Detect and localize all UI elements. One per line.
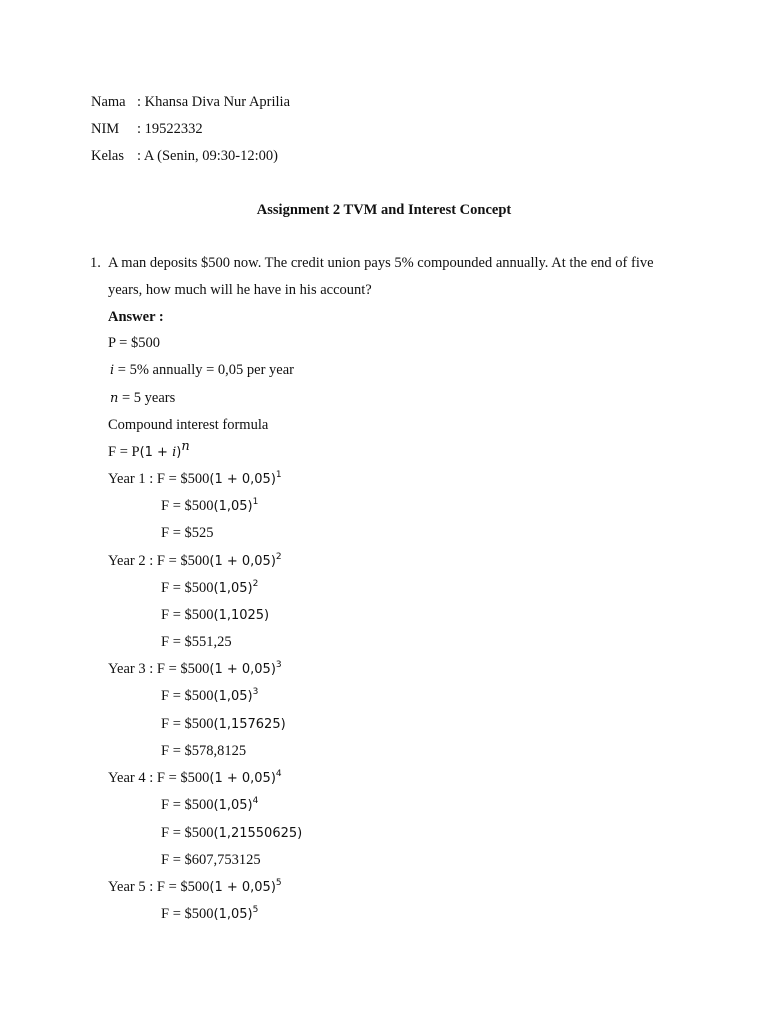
year-5-label: Year 5 :	[108, 879, 157, 895]
year-3-simplified: (1,05)	[213, 689, 253, 704]
formula-exponent: n	[181, 439, 190, 454]
year-2-step-2	[161, 579, 258, 598]
year-2-label: Year 2 :	[108, 553, 157, 569]
year-3-step-3	[161, 715, 286, 734]
year-5-step-2	[161, 905, 258, 924]
year-5-simplified: (1,05)	[213, 907, 253, 922]
year-3-expanded-exp: 3	[275, 660, 282, 670]
nama-row	[91, 93, 290, 111]
year-1-result: F = $525	[161, 525, 214, 541]
year-1-simplified-exp: 1	[252, 497, 259, 507]
f-prefix: F = $500	[156, 553, 210, 569]
formula-f: F = P	[108, 444, 140, 460]
year-5-simplified-exp: 5	[252, 905, 259, 915]
year-2-simplified-exp: 2	[252, 579, 259, 589]
f-prefix: F = $500	[161, 498, 214, 514]
f-prefix: F = $500	[156, 471, 210, 487]
year-5-step-1	[108, 878, 282, 897]
year-5-expanded: (1 + 0,05)	[209, 880, 276, 895]
year-3-expanded: (1 + 0,05)	[209, 662, 276, 677]
year-3-step-2	[161, 687, 258, 706]
year-4-simplified-exp: 4	[252, 796, 259, 806]
formula-open: (1 +	[139, 445, 173, 460]
year-4-simplified: (1,05)	[213, 798, 253, 813]
nim-row	[91, 120, 203, 138]
f-prefix: F = $500	[156, 770, 210, 786]
year-2-result: F = $551,25	[161, 634, 232, 650]
year-1-expanded: (1 + 0,05)	[209, 472, 276, 487]
year-2-multiplied: (1,1025)	[213, 608, 270, 623]
f-prefix: F = $500	[156, 661, 210, 677]
f-prefix: F = $500	[161, 825, 214, 841]
n-variable: n	[110, 391, 119, 406]
year-4-result: F = $607,753125	[161, 852, 261, 868]
year-2-expanded: (1 + 0,05)	[209, 554, 276, 569]
document-title: Assignment 2 TVM and Interest Concept	[256, 202, 512, 218]
year-2-simplified: (1,05)	[213, 581, 253, 596]
year-4-label: Year 4 :	[108, 770, 157, 786]
nama-label: Nama	[91, 94, 126, 110]
year-3-multiplied: (1,157625)	[213, 717, 286, 732]
year-4-expanded: (1 + 0,05)	[209, 771, 276, 786]
formula-label: Compound interest formula	[108, 417, 269, 433]
f-prefix: F = $500	[161, 906, 214, 922]
kelas-value: : A (Senin, 09:30-12:00)	[137, 148, 278, 164]
question-number: 1.	[90, 255, 101, 271]
year-1-expanded-exp: 1	[275, 470, 282, 480]
year-2-step-3	[161, 606, 269, 625]
given-i	[110, 361, 294, 380]
year-1-step-2	[161, 497, 258, 516]
f-prefix: F = $500	[161, 580, 214, 596]
f-prefix: F = $500	[161, 797, 214, 813]
given-i-text: = 5% annually = 0,05 per year	[114, 362, 294, 378]
year-4-multiplied: (1,21550625)	[213, 826, 303, 841]
nama-value: : Khansa Diva Nur Aprilia	[137, 94, 291, 110]
kelas-label: Kelas	[91, 148, 125, 164]
kelas-row	[91, 147, 278, 165]
i-variable: i	[110, 363, 115, 378]
year-1-step-1	[108, 470, 282, 489]
year-3-simplified-exp: 3	[252, 687, 259, 697]
year-3-result: F = $578,8125	[161, 743, 247, 759]
year-2-expanded-exp: 2	[275, 552, 282, 562]
year-4-step-3	[161, 824, 302, 843]
nim-label: NIM	[91, 121, 120, 137]
formula-i: i	[172, 445, 177, 460]
formula-close: )	[176, 445, 182, 460]
question-line-1: A man deposits $500 now. The credit union pays 5% compounded annually. At the end of five	[108, 255, 654, 271]
year-4-expanded-exp: 4	[275, 769, 282, 779]
year-3-step-1	[108, 660, 282, 679]
year-5-expanded-exp: 5	[275, 878, 282, 888]
given-p: P = $500	[108, 335, 160, 351]
year-4-step-1	[108, 769, 282, 788]
given-n	[110, 389, 175, 408]
nim-value: : 19522332	[137, 121, 203, 137]
year-2-step-1	[108, 552, 282, 571]
given-n-text: = 5 years	[118, 390, 176, 406]
f-prefix: F = $500	[156, 879, 210, 895]
year-1-simplified: (1,05)	[213, 499, 253, 514]
f-prefix: F = $500	[161, 716, 214, 732]
f-prefix: F = $500	[161, 688, 214, 704]
compound-formula	[108, 439, 190, 462]
year-1-label: Year 1 :	[108, 471, 157, 487]
year-3-label: Year 3 :	[108, 661, 157, 677]
answer-label: Answer :	[108, 309, 164, 325]
year-4-step-2	[161, 796, 258, 815]
question-line-2: years, how much will he have in his account?	[108, 282, 372, 298]
f-prefix: F = $500	[161, 607, 214, 623]
